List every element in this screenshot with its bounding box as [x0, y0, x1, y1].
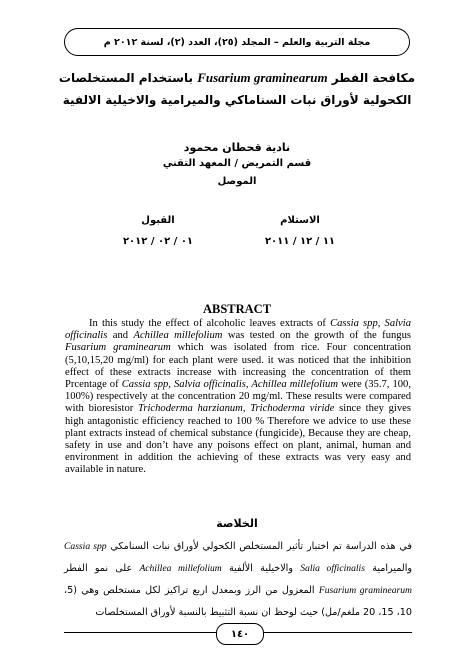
paper-title-line2: الكحولية لأوراق نبات السناماكي والميرامية والاخيلية الالفية [62, 93, 412, 107]
page-number: ١٤٠ [216, 623, 264, 645]
summary-title: الخلاصة [216, 517, 258, 530]
abstract-text: since they gives high antagonistic efficiency reached to 100 % Therefore we advice to use these plant extracts instead of chemical substance (fungicide), Because they are cheap, safety in use and don’t have any poisons effect on plant, animal, human and environment in addition the achieving of these extracts was very easy and available in nature. [65, 403, 411, 476]
title-species: Fusarium graminearum [197, 70, 328, 85]
abstract-text: was tested on the growth of the fungus [222, 330, 412, 342]
author-department: قسم التمريض / المعهد التقني [162, 158, 312, 169]
received-label: الاستلام [280, 215, 320, 226]
received-date: ١١ / ١٢ / ٢٠١١ [264, 236, 336, 247]
abstract-text: were (35.7, 100, 100%) respectively at the concentration 20 mg/ml. These results were compared with bioresistor [65, 379, 411, 415]
journal-info: مجلة التربية والعلم – المجلد (٢٥)، العدد (٢)، لسنة ٢٠١٢ م [103, 36, 371, 48]
summary-species: Cassia spp [64, 541, 107, 552]
abstract-species: Achillea millefolium [133, 330, 223, 342]
abstract-species: Trichoderma viride [250, 403, 335, 415]
paper-title-line1 [20, 70, 454, 86]
abstract-species: Cassia spp, Salvia officinalis, Achillea millefolium [121, 379, 339, 391]
summary-text: والميرامية [364, 563, 412, 574]
abstract-species: Fusarium graminearum [65, 342, 171, 354]
accepted-label: القبول [141, 215, 175, 226]
summary-text: في هذه الدراسة تم اختبار تأثير المستخلص الكحولي لأوراق نبات السنامكي [106, 541, 412, 552]
summary-text: المعزول من الرز وبمعدل اربع تراكيز لكل مستخلص وهي (5، 10، 15، 20 ملغم/مل) حيث لوحظ ان نسبة التثبيط بالنسبة لأوراق المستخلصات [64, 585, 412, 618]
accepted-date: ٠١ / ٠٢ / ٢٠١٢ [122, 236, 194, 247]
abstract-text: which was isolated from rice. Four concentration (5,10,15,20 mg/ml) for each plant were used. it was noticed that the inhibition effect of these extracts increase with increasing the concentration of them Prcentage of [65, 342, 411, 391]
summary-body [64, 536, 412, 624]
abstract-species: Trichoderma harzianum [138, 403, 243, 415]
summary-species: Fusarium graminearum [318, 585, 412, 596]
summary-text: على نمو الفطر [64, 563, 140, 574]
abstract-text: and [107, 330, 134, 342]
summary-text: والاخيلية الألفية [221, 563, 301, 574]
abstract-text: , [242, 403, 251, 415]
abstract-title: ABSTRACT [202, 302, 272, 316]
author-city: الموصل [217, 176, 257, 187]
abstract-body [65, 318, 411, 477]
abstract-species: Cassia spp, Salvia officinalis [65, 318, 411, 342]
summary-species: Salia officinalis [300, 563, 365, 574]
journal-header [64, 28, 410, 56]
title-suffix: باستخدام المستخلصات [58, 71, 193, 85]
title-prefix: مكافحة الفطر [331, 71, 416, 85]
author-name: نادية قحطان محمود [183, 141, 291, 154]
abstract-text: In this study the effect of alcoholic leaves extracts of [89, 318, 331, 329]
summary-species: Achillea millefolium [139, 563, 222, 574]
